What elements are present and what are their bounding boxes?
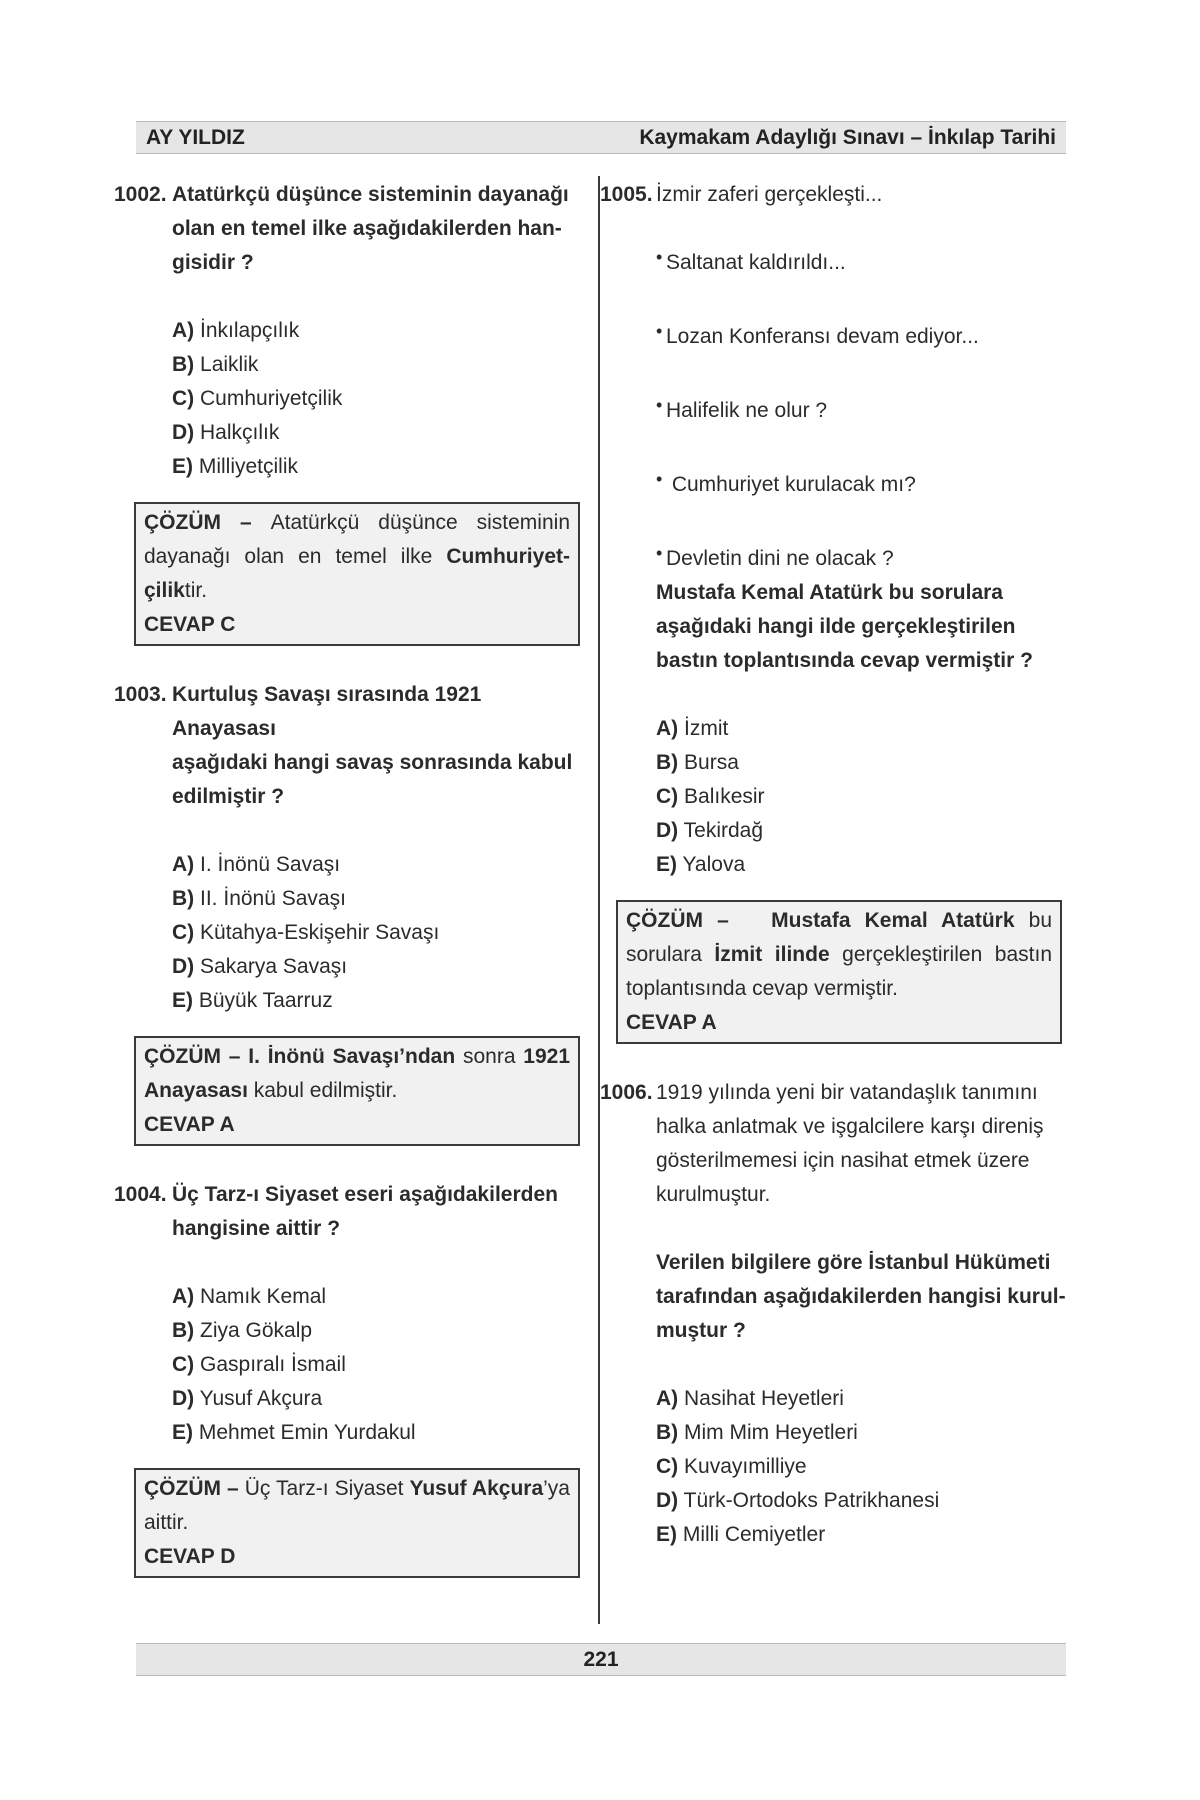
bullet-item: • Devletin dini ne olacak ? bbox=[656, 542, 1070, 576]
header-author: AY YILDIZ bbox=[146, 125, 245, 149]
option-b: B) II. İnönü Savaşı bbox=[172, 887, 346, 910]
header-title: Kaymakam Adaylığı Sınavı – İnkılap Tarihi bbox=[639, 125, 1056, 149]
question-text bbox=[172, 178, 569, 280]
option-a: A) İnkılapçılık bbox=[172, 319, 300, 342]
question-number: 1005. bbox=[600, 183, 653, 206]
answer-label: CEVAP A bbox=[626, 1011, 717, 1034]
option-d: D) Halkçılık bbox=[172, 421, 280, 444]
question-line: olan en temel ilke aşağıdakilerden han- bbox=[172, 217, 562, 240]
option-d: D) Türk-Ortodoks Patrikhanesi bbox=[656, 1489, 940, 1512]
option-d: D) Yusuf Akçura bbox=[172, 1387, 323, 1410]
solution-box: ÇÖZÜM – Atatürkçü düşünce sisteminin dayanağı olan en temel ilke Cumhuriyet-çiliktir. CEVAP C bbox=[134, 502, 580, 646]
solution-label: ÇÖZÜM – bbox=[144, 1477, 239, 1500]
question-line: İzmir zaferi gerçekleşti... bbox=[656, 183, 883, 206]
solution-box: ÇÖZÜM – I. İnönü Savaşı’ndan sonra 1921 Anayasası kabul edilmiştir. CEVAP A bbox=[134, 1036, 580, 1146]
option-c: C) Cumhuriyetçilik bbox=[172, 387, 343, 410]
solution-label: ÇÖZÜM – bbox=[626, 909, 729, 932]
question-1005 bbox=[600, 178, 1070, 1044]
question-line: hangisine aittir ? bbox=[172, 1217, 341, 1240]
question-line: bastın toplantısında cevap vermiştir ? bbox=[656, 649, 1033, 672]
question-text bbox=[172, 1178, 558, 1246]
question-text bbox=[172, 678, 584, 814]
option-e: E) Yalova bbox=[656, 853, 746, 876]
option-c: C) Balıkesir bbox=[656, 785, 765, 808]
question-line: Kurtuluş Savaşı sırasında 1921 Anayasası bbox=[172, 683, 482, 740]
page-header bbox=[136, 121, 1066, 154]
bullet-item: • Lozan Konferansı devam ediyor... bbox=[656, 320, 1070, 354]
question-stem bbox=[656, 576, 1070, 678]
question-1004 bbox=[114, 1178, 584, 1578]
options-list bbox=[656, 1382, 1070, 1552]
options-list bbox=[172, 314, 584, 484]
question-line: gisidir ? bbox=[172, 251, 254, 274]
question-line: aşağıdaki hangi ilde gerçekleştirilen bbox=[656, 615, 1016, 638]
option-e: E) Milliyetçilik bbox=[172, 455, 299, 478]
question-text bbox=[656, 1076, 1044, 1212]
question-line: kurulmuştur. bbox=[656, 1183, 771, 1206]
question-line: aşağıdaki hangi savaş sonrasında kabul bbox=[172, 751, 573, 774]
question-line: Mustafa Kemal Atatürk bu sorulara bbox=[656, 581, 1003, 604]
option-d: D) Sakarya Savaşı bbox=[172, 955, 348, 978]
left-column bbox=[114, 178, 584, 1578]
question-number: 1003. bbox=[114, 683, 167, 706]
option-c: C) Kuvayımilliye bbox=[656, 1455, 807, 1478]
question-1006 bbox=[600, 1076, 1070, 1552]
option-c: C) Kütahya-Eskişehir Savaşı bbox=[172, 921, 440, 944]
option-b: B) Laiklik bbox=[172, 353, 259, 376]
question-line: Atatürkçü düşünce sisteminin dayanağı bbox=[172, 183, 569, 206]
bullet-item: • Cumhuriyet kurulacak mı? bbox=[656, 468, 1070, 502]
question-1003 bbox=[114, 678, 584, 1146]
option-a: A) Nasihat Heyetleri bbox=[656, 1387, 844, 1410]
solution-box: ÇÖZÜM – Üç Tarz-ı Siyaset Yusuf Akçura’ya aittir. CEVAP D bbox=[134, 1468, 580, 1578]
bullet-item: • Saltanat kaldırıldı... bbox=[656, 246, 1070, 280]
solution-label: ÇÖZÜM bbox=[144, 511, 221, 534]
option-e: E) Mehmet Emin Yurdakul bbox=[172, 1421, 416, 1444]
answer-label: CEVAP A bbox=[144, 1113, 235, 1136]
question-line: Üç Tarz-ı Siyaset eseri aşağıdakilerden bbox=[172, 1183, 558, 1206]
solution-label: ÇÖZÜM – I. İnönü Savaşı’ndan bbox=[144, 1045, 456, 1068]
option-e: E) Büyük Taarruz bbox=[172, 989, 333, 1012]
option-c: C) Gaspıralı İsmail bbox=[172, 1353, 346, 1376]
question-1002 bbox=[114, 178, 584, 646]
question-line: edilmiştir ? bbox=[172, 785, 285, 808]
option-b: B) Ziya Gökalp bbox=[172, 1319, 313, 1342]
question-line: halka anlatmak ve işgalcilere karşı direniş bbox=[656, 1115, 1044, 1138]
question-line: tarafından aşağıdakilerden hangisi kurul- bbox=[656, 1285, 1066, 1308]
options-list bbox=[172, 848, 584, 1018]
question-number: 1006. bbox=[600, 1081, 653, 1104]
question-line: Verilen bilgilere göre İstanbul Hükümeti bbox=[656, 1251, 1051, 1274]
option-a: A) I. İnönü Savaşı bbox=[172, 853, 341, 876]
question-line: muştur ? bbox=[656, 1319, 746, 1342]
options-list bbox=[656, 712, 1070, 882]
bullet-list bbox=[656, 246, 1070, 576]
question-stem bbox=[656, 1246, 1070, 1348]
option-a: A) Namık Kemal bbox=[172, 1285, 327, 1308]
right-column bbox=[600, 178, 1070, 1552]
page-footer bbox=[136, 1643, 1066, 1676]
option-b: B) Bursa bbox=[656, 751, 739, 774]
page-number: 221 bbox=[583, 1647, 619, 1671]
question-line: 1919 yılında yeni bir vatandaşlık tanımını bbox=[656, 1081, 1038, 1104]
option-a: A) İzmit bbox=[656, 717, 729, 740]
solution-box: ÇÖZÜM – Mustafa Kemal Atatürk bu sorulara İzmit ilinde gerçekleştirilen bastın toplantısında cevap vermiştir. CEVAP A bbox=[616, 900, 1062, 1044]
question-number: 1004. bbox=[114, 1183, 167, 1206]
option-e: E) Milli Cemiyetler bbox=[656, 1523, 826, 1546]
options-list bbox=[172, 1280, 584, 1450]
option-b: B) Mim Mim Heyetleri bbox=[656, 1421, 858, 1444]
answer-label: CEVAP C bbox=[144, 613, 236, 636]
option-d: D) Tekirdağ bbox=[656, 819, 764, 842]
question-line: gösterilmemesi için nasihat etmek üzere bbox=[656, 1149, 1030, 1172]
bullet-item: • Halifelik ne olur ? bbox=[656, 394, 1070, 428]
answer-label: CEVAP D bbox=[144, 1545, 236, 1568]
question-number: 1002. bbox=[114, 183, 167, 206]
